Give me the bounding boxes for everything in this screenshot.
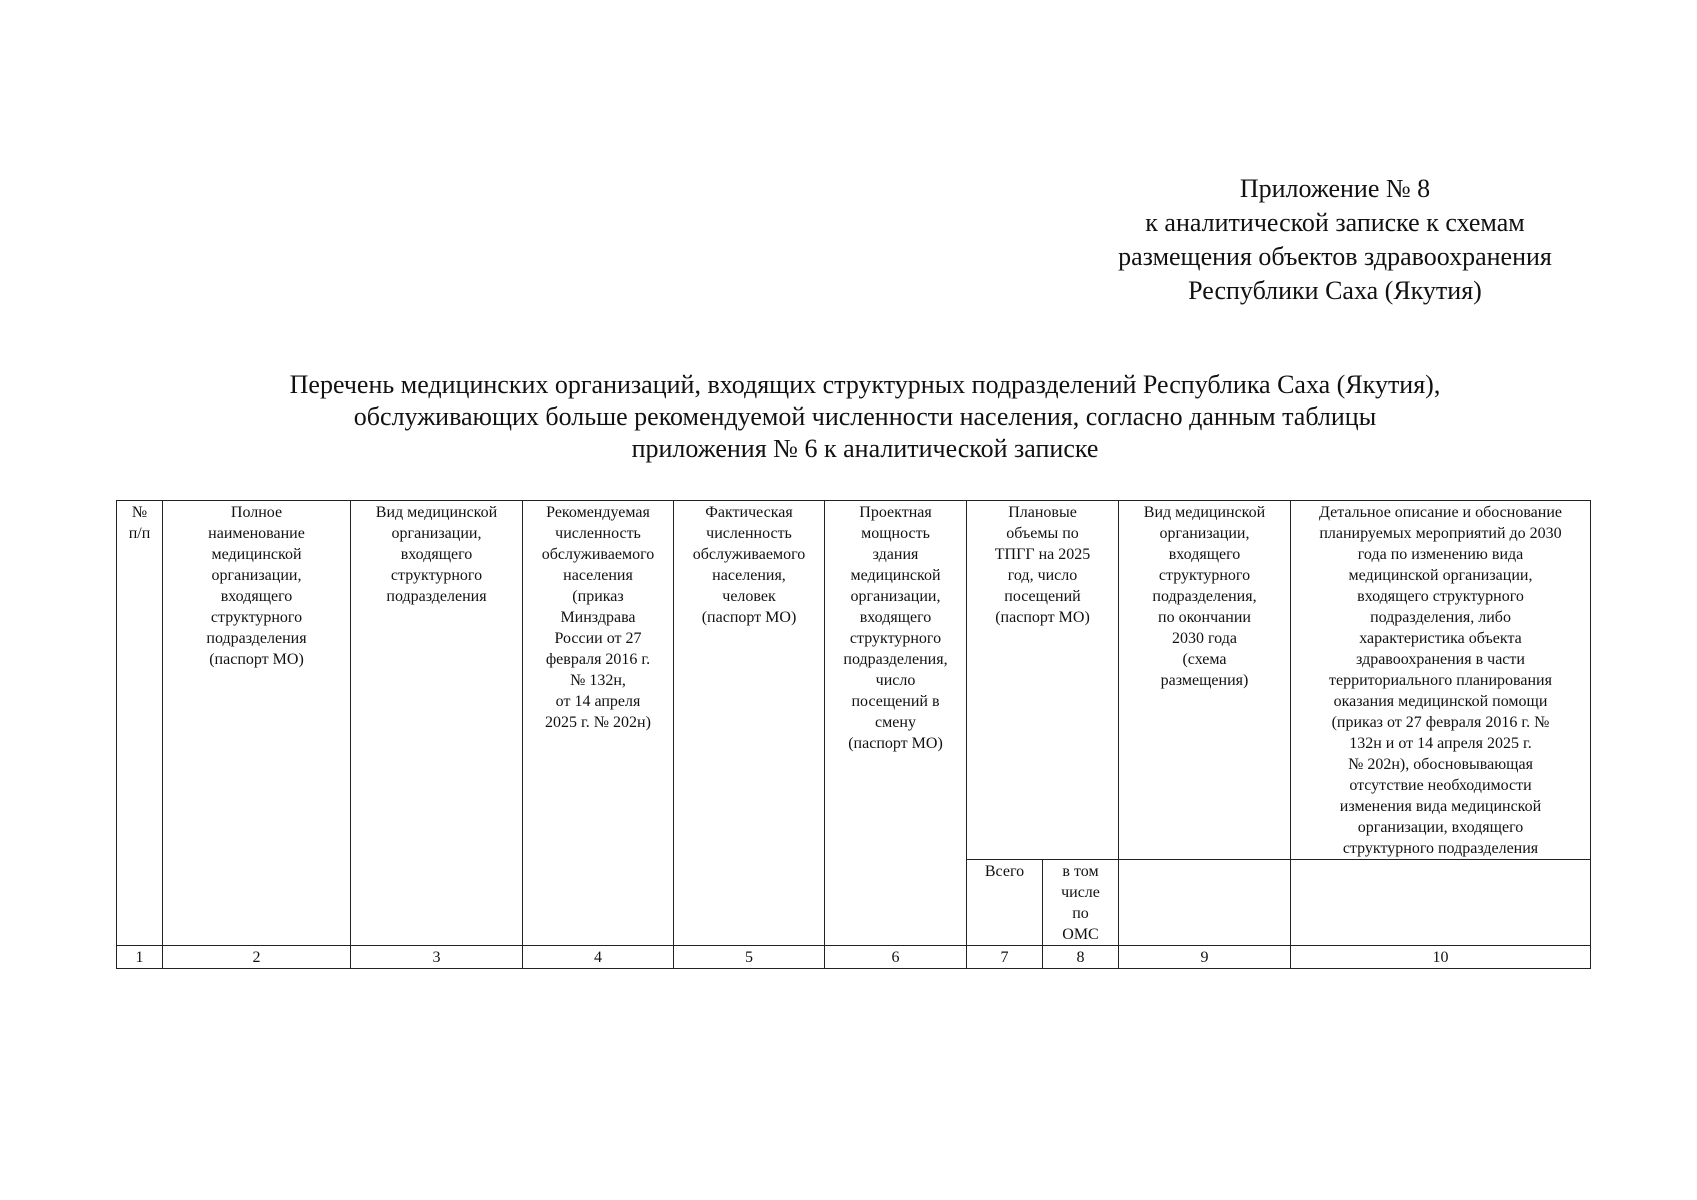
header-text-line: медицинской организации, <box>1348 567 1533 584</box>
header-text-line: человек <box>722 588 776 605</box>
organizations-table <box>116 500 1591 969</box>
header-text-line: организации, <box>391 525 482 542</box>
header-text-line: по <box>1072 905 1089 922</box>
header-planned-volumes <box>967 501 1119 860</box>
title-line: приложения № 6 к аналитической записке <box>631 434 1099 463</box>
column-number-row <box>117 946 1591 969</box>
header-text-line: мощность <box>861 525 930 542</box>
header-text-line: № 132н, <box>570 672 626 689</box>
header-text-line: структурного <box>210 609 303 626</box>
header-text-line: от 14 апреля <box>555 693 641 710</box>
header-text-line: территориального планирования <box>1329 672 1552 689</box>
header-text-line: (паспорт МО) <box>209 651 304 668</box>
header-text-line: 132н и от 14 апреля 2025 г. <box>1349 735 1532 752</box>
column-number: 7 <box>967 946 1043 969</box>
header-text-line: населения <box>563 567 633 584</box>
title-line: обслуживающих больше рекомендуемой численности населения, согласно данным таблицы <box>353 402 1377 431</box>
subheader-oms <box>1043 860 1119 946</box>
subheader-total: Всего <box>967 860 1043 946</box>
column-number: 5 <box>674 946 825 969</box>
header-text-line: структурного <box>1158 567 1251 584</box>
appendix-line: Республики Саха (Якутия) <box>1188 276 1482 305</box>
header-text-line: подразделения, либо <box>1370 609 1511 626</box>
header-text-line: подразделения, <box>843 651 948 668</box>
header-design-capacity <box>825 501 967 946</box>
header-text-line: посещений <box>1004 588 1081 605</box>
appendix-line: к аналитической записке к схемам <box>1145 208 1525 237</box>
header-text-line: обслуживаемого <box>692 546 806 563</box>
header-full-name <box>163 501 351 946</box>
header-org-type <box>351 501 523 946</box>
header-text-line: года по изменению вида <box>1357 546 1524 563</box>
header-text-line: входящего <box>859 609 932 626</box>
header-text-line: год, число <box>1007 567 1078 584</box>
header-text-line: № 202н), обосновывающая <box>1348 756 1533 773</box>
header-text-line: организации, <box>211 567 302 584</box>
header-text-line: Вид медицинской <box>375 504 498 521</box>
header-text-line: изменения вида медицинской <box>1339 798 1542 815</box>
header-org-type-2030 <box>1119 501 1291 860</box>
header-text-line: подразделения, <box>1152 588 1257 605</box>
header-text-line: (приказ от 27 февраля 2016 г. № <box>1331 714 1550 731</box>
header-text-line: (паспорт МО) <box>995 609 1090 626</box>
header-text-line: (паспорт МО) <box>701 609 797 626</box>
header-text-line: Минздрава <box>560 609 636 626</box>
column-number: 2 <box>163 946 351 969</box>
header-text-line: Плановые <box>1008 504 1077 521</box>
header-text-line: структурного подразделения <box>1342 840 1539 857</box>
subheader-empty-cell <box>1291 860 1591 946</box>
header-recommended-population <box>523 501 674 946</box>
header-text-line: 2025 г. № 202н) <box>545 714 651 731</box>
header-actual-population <box>674 501 825 946</box>
header-text-line: структурного <box>390 567 483 584</box>
header-text-line: входящего структурного <box>1357 588 1524 605</box>
header-text-line: (приказ <box>572 588 624 605</box>
header-text-line: организации, <box>1159 525 1250 542</box>
header-text-line: оказания медицинской помощи <box>1333 693 1548 710</box>
appendix-line: размещения объектов здравоохранения <box>1118 242 1552 271</box>
header-text-line: (паспорт МО) <box>848 735 943 752</box>
header-text-line: здания <box>872 546 919 563</box>
header-text-line: в том <box>1062 863 1099 880</box>
header-text-line: 2030 года <box>1172 630 1237 647</box>
header-text-line: входящего <box>220 588 293 605</box>
header-text-line: п/п <box>128 525 151 542</box>
header-text-line: Вид медицинской <box>1143 504 1266 521</box>
column-number: 4 <box>523 946 674 969</box>
subheader-empty-cell <box>1119 860 1291 946</box>
column-number: 6 <box>825 946 967 969</box>
appendix-heading <box>1060 172 1610 308</box>
header-number <box>117 501 163 946</box>
header-text-line: обслуживаемого <box>541 546 655 563</box>
column-number: 10 <box>1291 946 1591 969</box>
header-text-line: ОМС <box>1062 926 1099 943</box>
document-title <box>115 369 1615 465</box>
appendix-line: Приложение № 8 <box>1239 174 1431 203</box>
header-text-line: ТПГГ на 2025 <box>994 546 1091 563</box>
header-text-line: структурного <box>849 630 942 647</box>
header-text-line: числе <box>1061 884 1100 901</box>
header-text-line: № <box>131 504 148 521</box>
header-text-line: Детальное описание и обоснование <box>1319 504 1562 521</box>
header-detailed-description <box>1291 501 1591 860</box>
header-text-line: посещений в <box>851 693 940 710</box>
header-text-line: характеристика объекта <box>1359 630 1522 647</box>
header-text-line: России от 27 <box>554 630 642 647</box>
header-text-line: смену <box>875 714 916 731</box>
table-header-row <box>117 501 1591 860</box>
header-text-line: наименование <box>208 525 305 542</box>
header-text-line: по окончании <box>1158 609 1251 626</box>
header-text-line: медицинской <box>850 567 941 584</box>
header-text-line: здравоохранения в части <box>1356 651 1525 668</box>
header-text-line: подразделения <box>206 630 307 647</box>
column-number: 9 <box>1119 946 1291 969</box>
header-text-line: входящего <box>400 546 473 563</box>
header-text-line: размещения) <box>1160 672 1249 689</box>
header-text-line: численность <box>555 525 641 542</box>
header-text-line: объемы по <box>1006 525 1079 542</box>
header-text-line: населения, <box>712 567 786 584</box>
header-text-line: (схема <box>1182 651 1227 668</box>
header-text-line: организации, входящего <box>1357 819 1524 836</box>
header-text-line: отсутствие необходимости <box>1349 777 1532 794</box>
header-text-line: медицинской <box>211 546 302 563</box>
header-text-line: входящего <box>1168 546 1241 563</box>
header-text-line: численность <box>706 525 792 542</box>
header-text-line: подразделения <box>386 588 487 605</box>
column-number: 1 <box>117 946 163 969</box>
column-number: 3 <box>351 946 523 969</box>
header-text-line: Проектная <box>859 504 932 521</box>
header-text-line: число <box>875 672 916 689</box>
header-text-line: Полное <box>230 504 283 521</box>
header-text-line: февраля 2016 г. <box>545 651 651 668</box>
header-text-line: Фактическая <box>705 504 793 521</box>
header-text-line: организации, <box>850 588 941 605</box>
header-text-line: планируемых мероприятий до 2030 <box>1319 525 1562 542</box>
column-number: 8 <box>1043 946 1119 969</box>
header-text-line: Рекомендуемая <box>546 504 650 521</box>
title-line: Перечень медицинских организаций, входящих структурных подразделений Республика Саха (Якутия), <box>289 370 1441 399</box>
